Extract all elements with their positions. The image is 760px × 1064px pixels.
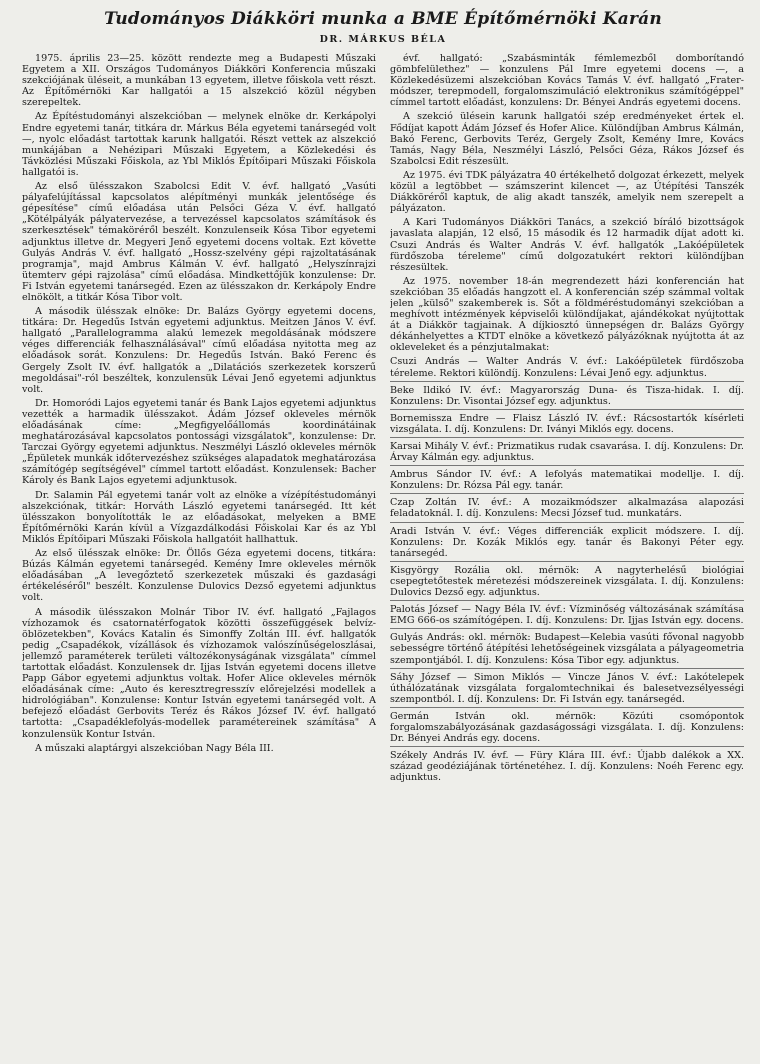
body-paragraph: A műszaki alaptárgyi alszekcióban Nagy Béla III. [35,742,274,754]
body-paragraph: A második ülésszakon Molnár Tibor IV. évf. hallgató „Fajlagos vízhozamok és csatornatérfogatok közötti összefüggések belvíz-öblözetekben", Kovács Katalin és Simonffy Zoltán III. évf. hallgatók pedig „Csapadékok, vízállások és vízhozamok valószínűségeloszlásai, jellemző paraméterek területi változékonyságának vizsgálata" címmel tartottak előadást. Konzulensek dr. Ijjas István egyetemi docens illetve Papp Gábor egyetemi adjunktus voltak. Hofer Alice okleveles mérnök előadásának címe: „Auto és keresztregresszív előrejelzési modellek a hidrológiában". Konzulense: Kontur István egyetemi tanársegéd volt. A befejező előadást Gerbovits Teréz és Rákos József IV. évf. hallgató tartotta: „Csapadéklefolyás-modellek paramétereinek számítása" A konzulensük Kontur István. [22,606,376,740]
award-divider [390,465,744,466]
award-entry: Palotás József — Nagy Béla IV. évf.: Vízminőség változásának számítása EMG 666-os számítógépen. I. díj. Konzulens: Dr. Ijjas István egy. docens. [390,604,744,627]
award-entry: Germán István okl. mérnök: Közúti csomópontok forgalomszabályozásának gazdaságossági vizsgálata. I. díj. Konzulens: Dr. Bényei András egy. docens. [390,710,744,745]
body-paragraph: A szekció ülésein karunk hallgatói szép eredményeket értek el. Fődíjat kapott Ádám József és Hofer Alice. Különdíjban Ambrus Kálmán, Bakó Ferenc, Gerbovits Teréz, Gergely Zsolt, Kemény Imre, Kovács Tamás, Nagy Béla, Neszmélyi László, Pelsőci Géza, Rákos József és Szabolcsi Edit részesült. [390,111,744,167]
award-divider [390,600,744,601]
award-entry: Sáhy József — Simon Miklós — Vincze János V. évf.: Lakótelepek úthálózatának vizsgálata forgalomtechnikai és balesetvezsélyességi szempontból. I. díj. Konzulens: Dr. Fi István egy. tanársegéd. [390,671,744,705]
body-paragraph: Az 1975. november 18-án megrendezett házi konferencián hat szekcióban 35 előadás hangzott el. A konferencián szép számmal voltak jelen „külső" szakemberek is. Sőt a földméréstudományi szekcióban a meghívott intézmények képviselői különdíjakat, ajándékokat nyújtottak át a Diákkör tagjainak. A díjkiosztó ünnepségen dr. Balázs György dékánhelyettes a KTDT elnöke a következő pályázóknak nyújtotta át az okleveleket és a pénzjutalmakat: [390,275,744,354]
body-paragraph: Dr. Homoródi Lajos egyetemi tanár és Bank Lajos egyetemi adjunktus vezették a harmadik ülésszakot. Ádám József okleveles mérnök előadásának címe: „Megfigyelőállomás koordinátáinak meghatározásával kapcsolatos pontossági vizsgálatok", konzulense: Dr. Tarczai György egyetemi adjunktus. Neszmélyi László okleveles mérnök „Épületek munkák időtervezéshez szükséges alapadatok meghatározása számítógép segítségével" címmel tartott előadást. Konzulensek: Bacher Károly és Bank Lajos egyetemi adjunktusok. [22,397,376,487]
award-divider [390,561,744,562]
award-divider [390,493,744,494]
article-body [22,53,744,783]
award-divider [390,409,744,410]
award-entry: Gulyás András: okl. mérnök: Budapest—Kelebia vasúti fővonal nagyobb sebességre történő átépítési lehetőségeinek vizsgálata a pályageometria szempontjából. I. díj. Konzulens: Kósa Tibor egy. adjunktus. [390,632,744,666]
right-column [390,53,744,783]
award-divider [390,746,744,747]
body-paragraph: Az első ülésszak elnöke: Dr. Öllős Géza egyetemi docens, titkára: Búzás Kálmán egyetemi tanársegéd. Kemény Imre okleveles mérnök előadásában „A levegőztető szerkezetek műszaki és gazdasági értékeléséről" beszélt. Konzulense Dulovics Dezső egyetemi adjunktus volt. [22,548,376,604]
body-paragraph: Az 1975. évi TDK pályázatra 40 értékelhető dolgozat érkezett, melyek közül a legtöbbet — számszerint kilencet —, az Útépítési Tanszék Diákköréről kaptuk, de alig akadt tanszék, amelyik nem szerepelt a pályázaton. [390,169,744,215]
left-column [22,53,376,783]
body-paragraph: Az első ülésszakon Szabolcsi Edit V. évf. hallgató „Vasúti pályafelújítással kapcsolatos alépítményi munkák jelentősége és gépesítése" című előadása után Pelsőci Géza V. évf. hallgató „Kötélpályák pályatervezése, a tervezéssel kapcsolatos számítások és szerkesztések" témaköréről beszélt. Konzulenseik Kósa Tibor egyetemi adjunktus illetve dr. Megyeri Jenő egyetemi docens voltak. Ezt követte Gulyás András V. évf. hallgató „Hossz-szelvény gépi rajzoltatásának programja", majd Ambrus Kálmán V. évf. hallgató „Helyszínrajzi ütemterv gépi rajzolása" című előadása. Mindkettőjük konzulense: Dr. Fi István egyetemi tanársegéd. Ezen az ülésszakon dr. Kerkápoly Endre elnökölt, a titkár Kósa Tibor volt. [22,181,376,303]
award-entry: Kisgyörgy Rozália okl. mérnök: A nagyterhelésű biológiai csepegtetőtestek méretezési módszereinek vizsgálata. I. díj. Konzulens: Dulovics Dezső egy. adjunktus. [390,564,744,599]
award-entry: Beke Ildikó IV. évf.: Magyarország Duna- és Tisza-hidak. I. díj. Konzulens: Dr. Visontai József egy. adjunktus. [390,384,744,407]
award-entry: Aradi István V. évf.: Véges differenciák explicit módszere. I. díj. Konzulens: Dr. Kozák Miklós egy. tanár és Bakonyi Péter egy. tanársegéd. [390,525,744,559]
body-paragraph: évf. hallgató: „Szabásminták fémlemezből domborítandó gömbfelülethez" — konzulens Pál Imre egyetemi docens —, a Közlekedésüzemi alszekcióban Kovács Tamás V. évf. hallgató „Frater-módszer, terepmodell, forgalomszimuláció elektronikus számítógéppel" címmel tartott előadást, konzulens: Dr. Bényei András egyetemi docens. [390,53,744,109]
award-divider [390,668,744,669]
award-entry: Karsai Mihály V. évf.: Prizmatikus rudak csavarása. I. díj. Konzulens: Dr. Árvay Kálmán egy. adjunktus. [390,441,744,464]
award-divider [390,437,744,438]
award-entry: Ambrus Sándor IV. évf.: A lefolyás matematikai modellje. I. díj. Konzulens: Dr. Rózsa Pál egy. tanár. [390,469,744,492]
body-paragraph: A Kari Tudományos Diákköri Tanács, a szekció bíráló bizottságok javaslata alapján, 12 első, 15 második és 12 harmadik díjat adott ki. Csuzi András és Walter András V. évf. hallgatók „Lakóépületek fürdőszoba téreleme" című dolgozatukért rektori különdíjban részesültek. [390,217,744,273]
article-title: Tudományos Diákköri munka a BME Építőmérnöki Karán [104,9,662,29]
award-divider [390,381,744,382]
award-entry: Székely András IV. évf. — Füry Klára III. évf.: Újabb dalékok a XX. század geodéziájának történetéhez. I. díj. Konzulens: Noéh Ferenc egy. adjunktus. [390,750,744,784]
award-entry: Bornemissza Endre — Flaisz László IV. évf.: Rácsostartók kísérleti vizsgálata. I. díj. Konzulens: Dr. Iványi Miklós egy. docens. [390,412,744,435]
award-divider [390,707,744,708]
body-paragraph: A második ülésszak elnöke: Dr. Balázs György egyetemi docens, titkára: Dr. Hegedűs István egyetemi adjunktus. Meitzen János V. évf. hallgató „Parallelogramma alakú lemezek megoldásának módszere véges differenciák felhasználásával" című előadása nyitotta meg az előadások sorát. Konzulens: Dr. Hegedűs István. Bakó Ferenc és Gergely Zsolt IV. évf. hallgatók a „Dilatációs szerkezetek korszerű megoldásai"-ról beszéltek, konzulensük Lévai Jenő egyetemi adjunktus volt. [22,306,376,395]
body-paragraph: Dr. Salamin Pál egyetemi tanár volt az elnöke a vízépítéstudományi alszekciónak, titkár: Horváth László egyetemi tanársegéd. Itt két ülésszakon bonyolították le az előadásokat, melyeken a BME Építőmérnöki Karán kívül a Vízgazdálkodási Főiskolai Kar és az Ybl Miklós Építőipari Műszaki Főiskola hallgatóit hallhattuk. [22,489,376,545]
body-paragraph: 1975. április 23—25. között rendezte meg a Budapesti Műszaki Egyetem a XII. Országos Tudományos Diákköri Konferencia műszaki szekciójának üléseit, a munkában 13 egyetem, illetve főiskola vett részt. Az Építőmérnöki Kar hallgatói a 15 alszekció közül négyben szerepeltek. [22,53,376,109]
award-divider [390,522,744,523]
award-entry: Csuzi András — Walter András V. évf.: Lakóépületek fürdőszoba téreleme. Rektori különdíj. Konzulens: Lévai Jenő egy. adjunktus. [390,356,744,379]
body-paragraph: Az Építéstudományi alszekcióban — melynek elnöke dr. Kerkápolyi Endre egyetemi tanár, titkára dr. Márkus Béla egyetemi tanársegéd volt —, nyolc előadást tartottak karunk hallgatói. Részt vettek az alszekció munkájában a Nehézipari Műszaki Egyetem, a Közlekedési és Távközlési Műszaki Főiskola, az Ybl Miklós Építőipari Műszaki Főiskola hallgatói is. [22,111,376,178]
article-author: DR. MÁRKUS BÉLA [319,34,447,45]
award-entry: Czap Zoltán IV. évf.: A mozaikmódszer alkalmazása alapozási feladatoknál. I. díj. Konzulens: Mecsi József tud. munkatárs. [390,497,744,520]
award-divider [390,628,744,629]
